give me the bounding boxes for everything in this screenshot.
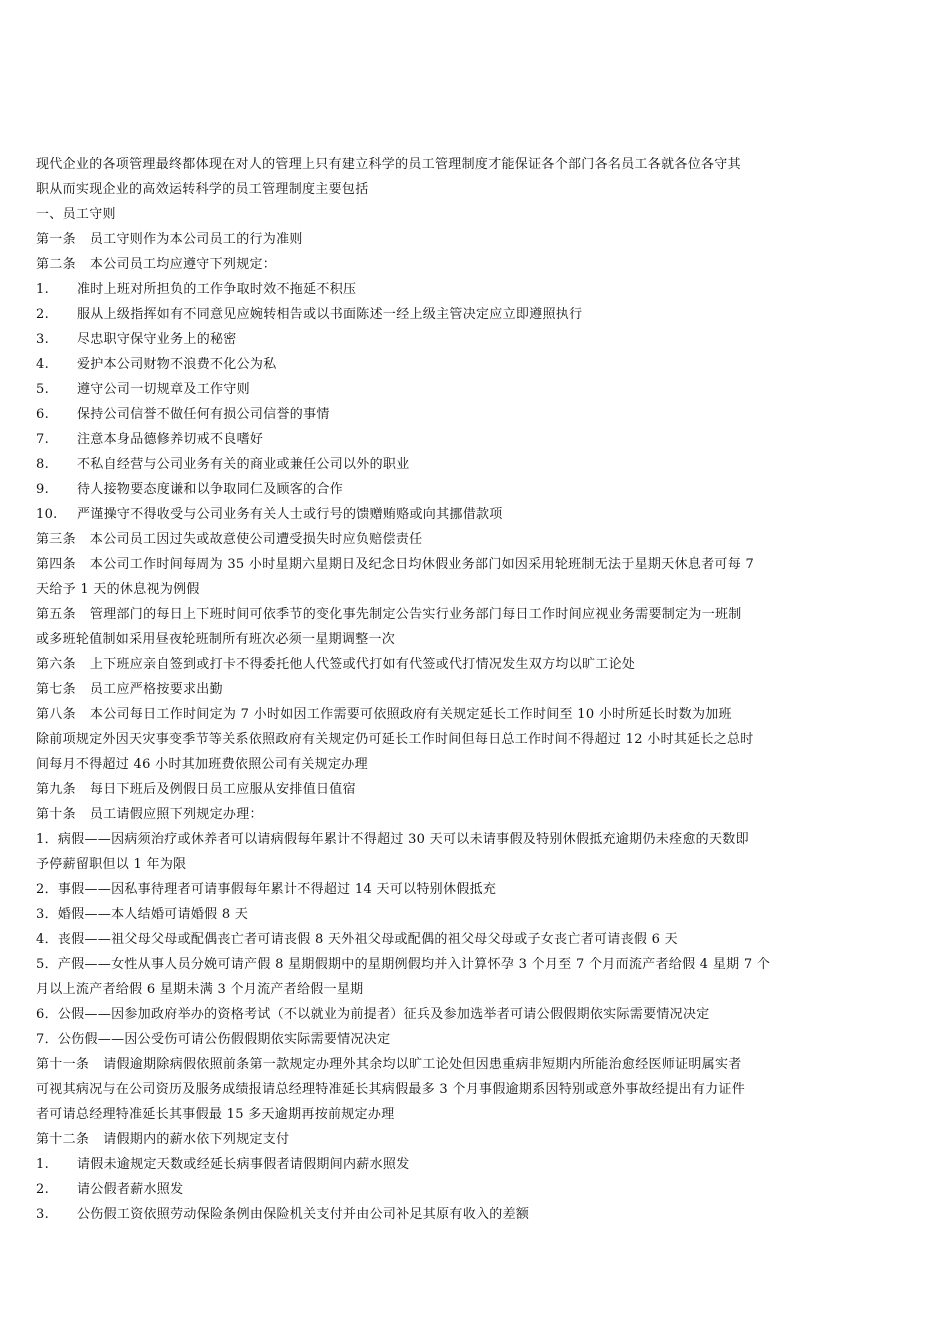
list-number: 10. xyxy=(36,507,58,522)
article-11-continued: 者可请总经理特准延长其事假最 15 多天逾期再按前规定办理 xyxy=(36,1107,395,1122)
article-text: 管理部门的每日上下班时间可依季节的变化事先制定公告实行业务部门每日工作时间应视业务需要制定为一班制 xyxy=(89,607,742,622)
article-9 xyxy=(36,777,816,802)
article-text: 请假期内的薪水依下列规定支付 xyxy=(103,1132,290,1147)
list-item xyxy=(36,427,816,452)
leave-item: 7．公伤假——因公受伤可请公伤假假期依实际需要情况决定 xyxy=(36,1032,391,1047)
list-text: 待人接物要态度谦和以争取同仁及顾客的合作 xyxy=(77,482,344,497)
list-item xyxy=(36,302,816,327)
article-label: 第二条 xyxy=(36,257,76,272)
list-item xyxy=(36,277,816,302)
article-text: 每日下班后及例假日员工应服从安排值日值宿 xyxy=(89,782,356,797)
list-number: 9. xyxy=(36,482,50,497)
article-7 xyxy=(36,677,816,702)
list-number: 5. xyxy=(36,382,50,397)
list-number: 1. xyxy=(36,1157,50,1172)
leave-item: 1．病假——因病须治疗或休养者可以请病假每年累计不得超过 30 天可以未请事假及特别休假抵充逾期仍未痊愈的天数即 xyxy=(36,832,749,847)
list-number: 3. xyxy=(36,332,50,347)
list-number: 1. xyxy=(36,282,50,297)
article-label: 第九条 xyxy=(36,782,76,797)
article-label: 第五条 xyxy=(36,607,76,622)
article-text: 本公司员工因过失或故意使公司遭受损失时应负赔偿责任 xyxy=(89,532,423,547)
article-label: 第八条 xyxy=(36,707,76,722)
list-text: 遵守公司一切规章及工作守则 xyxy=(77,382,250,397)
article-3 xyxy=(36,527,816,552)
list-text: 服从上级指挥如有不同意见应婉转相告或以书面陈述一经上级主管决定应立即遵照执行 xyxy=(77,307,583,322)
list-item xyxy=(36,502,816,527)
leave-item: 2．事假——因私事待理者可请事假每年累计不得超过 14 天可以特别休假抵充 xyxy=(36,882,497,897)
list-item xyxy=(36,377,816,402)
article-8-continued: 间每月不得超过 46 小时其加班费依照公司有关规定办理 xyxy=(36,757,368,772)
list-text: 保持公司信誉不做任何有损公司信誉的事情 xyxy=(77,407,330,422)
list-item xyxy=(36,1152,816,1177)
article-4 xyxy=(36,552,816,577)
list-item xyxy=(36,452,816,477)
list-item xyxy=(36,1177,816,1202)
article-label: 第十条 xyxy=(36,807,76,822)
leave-item: 4．丧假——祖父母父母或配偶丧亡者可请丧假 8 天外祖父母或配偶的祖父母父母或子女丧亡者可请丧假 6 天 xyxy=(36,932,678,947)
article-text: 员工请假应照下列规定办理： xyxy=(89,807,263,822)
intro-line: 现代企业的各项管理最终都体现在对人的管理上只有建立科学的员工管理制度才能保证各个部门各名员工各就各位各守其 xyxy=(36,157,741,172)
article-5 xyxy=(36,602,816,627)
article-6 xyxy=(36,652,816,677)
list-item xyxy=(36,402,816,427)
list-item xyxy=(36,477,816,502)
article-label: 第一条 xyxy=(36,232,76,247)
list-text: 准时上班对所担负的工作争取时效不拖延不积压 xyxy=(77,282,357,297)
article-8-continued: 除前项规定外因天灾事变季节等关系依照政府有关规定仍可延长工作时间但每日总工作时间不得超过 12 小时其延长之总时 xyxy=(36,732,754,747)
article-label: 第七条 xyxy=(36,682,76,697)
article-10 xyxy=(36,802,816,827)
list-number: 3. xyxy=(36,1207,50,1222)
list-number: 8. xyxy=(36,457,50,472)
leave-item: 5．产假——女性从事人员分娩可请产假 8 星期假期中的星期例假均并入计算怀孕 3 个月至 7 个月而流产者给假 4 星期 7 个 xyxy=(36,957,771,972)
article-text: 本公司员工均应遵守下列规定： xyxy=(89,257,277,272)
list-number: 7. xyxy=(36,432,50,447)
list-number: 4. xyxy=(36,357,50,372)
leave-item: 3．婚假——本人结婚可请婚假 8 天 xyxy=(36,907,249,922)
list-number: 2. xyxy=(36,1182,50,1197)
article-12 xyxy=(36,1127,816,1152)
leave-item-continued: 月以上流产者给假 6 星期未满 3 个月流产者给假一星期 xyxy=(36,982,364,997)
leave-item-continued: 予停薪留职但以 1 年为限 xyxy=(36,857,187,872)
list-number: 6. xyxy=(36,407,50,422)
article-label: 第六条 xyxy=(36,657,76,672)
list-number: 2. xyxy=(36,307,50,322)
article-text: 本公司工作时间每周为 35 小时星期六星期日及纪念日均休假业务部门如因采用轮班制无法于星期天休息者可每 7 xyxy=(89,557,755,572)
document-body xyxy=(36,152,816,1227)
intro-line: 职从而实现企业的高效运转科学的员工管理制度主要包括 xyxy=(36,182,369,197)
list-text: 不私自经营与公司业务有关的商业或兼任公司以外的职业 xyxy=(77,457,410,472)
list-text: 爱护本公司财物不浪费不化公为私 xyxy=(77,357,277,372)
article-11 xyxy=(36,1052,816,1077)
article-2 xyxy=(36,252,816,277)
article-label: 第三条 xyxy=(36,532,76,547)
article-text: 员工守则作为本公司员工的行为准则 xyxy=(89,232,303,247)
list-text: 严谨操守不得收受与公司业务有关人士或行号的馈赠贿赂或向其挪借款项 xyxy=(77,507,503,522)
article-label: 第十二条 xyxy=(36,1132,90,1147)
list-item xyxy=(36,1202,816,1227)
article-8 xyxy=(36,702,816,727)
article-5-continued: 或多班轮值制如采用昼夜轮班制所有班次必须一星期调整一次 xyxy=(36,632,396,647)
article-text: 员工应严格按要求出勤 xyxy=(89,682,223,697)
article-text: 上下班应亲自签到或打卡不得委托他人代签或代打如有代签或代打情况发生双方均以旷工论处 xyxy=(89,657,636,672)
article-text: 请假逾期除病假依照前条第一款规定办理外其余均以旷工论处但因患重病非短期内所能治愈经医师证明属实者 xyxy=(103,1057,742,1072)
article-11-continued: 可视其病况与在公司资历及服务成绩报请总经理特准延长其病假最多 3 个月事假逾期系因特别或意外事故经提出有力证件 xyxy=(36,1082,746,1097)
article-label: 第十一条 xyxy=(36,1057,90,1072)
list-text: 请假未逾规定天数或经延长病事假者请假期间内薪水照发 xyxy=(77,1157,410,1172)
article-label: 第四条 xyxy=(36,557,76,572)
list-text: 尽忠职守保守业务上的秘密 xyxy=(77,332,237,347)
list-text: 注意本身品德修养切戒不良嗜好 xyxy=(77,432,264,447)
section-title: 一、员工守则 xyxy=(36,207,116,222)
article-4-continued: 天给予 1 天的休息视为例假 xyxy=(36,582,200,597)
list-item xyxy=(36,327,816,352)
article-text: 本公司每日工作时间定为 7 小时如因工作需要可依照政府有关规定延长工作时间至 10 小时所延长时数为加班 xyxy=(89,707,732,722)
list-item xyxy=(36,352,816,377)
leave-item: 6．公假——因参加政府举办的资格考试（不以就业为前提者）征兵及参加选举者可请公假假期依实际需要情况决定 xyxy=(36,1007,710,1022)
list-text: 请公假者薪水照发 xyxy=(77,1182,184,1197)
list-text: 公伤假工资依照劳动保险条例由保险机关支付并由公司补足其原有收入的差额 xyxy=(77,1207,530,1222)
article-1 xyxy=(36,227,816,252)
